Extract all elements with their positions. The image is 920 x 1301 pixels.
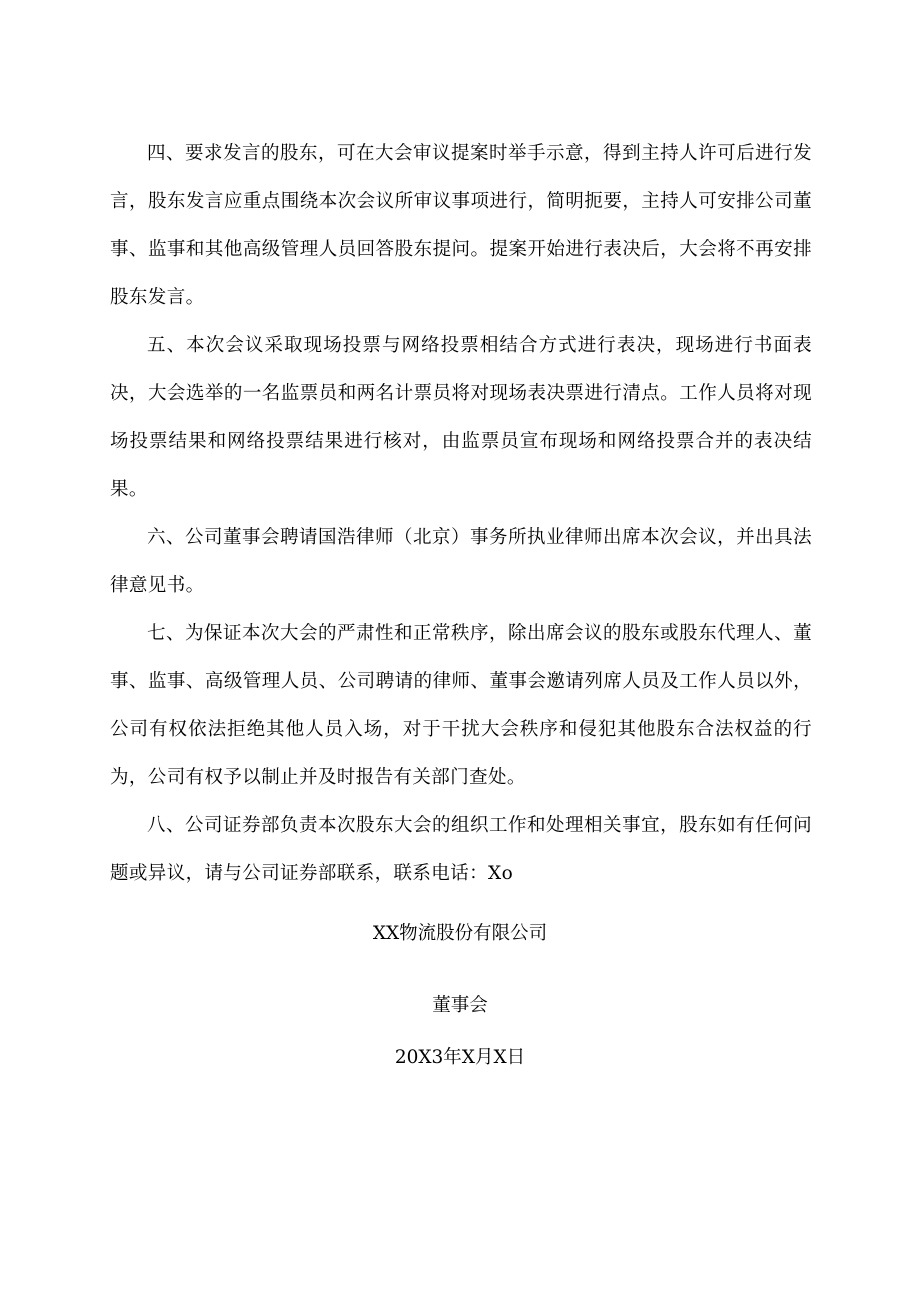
paragraph-voting-method: 五、本次会议采取现场投票与网络投票相结合方式进行表决，现场进行书面表决，大会选举的一名监票员和两名计票员将对现场表决票进行清点。工作人员将对现场投票结果和网络投票结果进行核对，由监票员宣布现场和网络投票合并的表决结果。 (110, 335, 812, 500)
paragraph-meeting-order: 七、为保证本次大会的严肃性和正常秩序，除出席会议的股东或股东代理人、董事、监事、高级管理人员、公司聘请的律师、董事会邀请列席人员及工作人员以外，公司有权依法拒绝其他人员入场，对于干扰大会秩序和侵犯其他股东合法权益的行为，公司有权予以制止并及时报告有关部门查处。 (110, 623, 812, 788)
paragraph-contact-info: 八、公司证券部负责本次股东大会的组织工作和处理相关事宜，股东如有任何问题或异议，请与公司证券部联系，联系电话：Xo (110, 815, 812, 884)
signature-board: 董事会 (432, 995, 488, 1016)
paragraph-legal-counsel: 六、公司董事会聘请国浩律师（北京）事务所执业律师出席本次会议，并出具法律意见书。 (110, 527, 812, 596)
paragraph-speaking-rules: 四、要求发言的股东，可在大会审议提案时举手示意，得到主持人许可后进行发言，股东发言应重点围绕本次会议所审议事项进行，简明扼要，主持人可安排公司董事、监事和其他高级管理人员回答股东提问。提案开始进行表决后，大会将不再安排股东发言。 (110, 143, 812, 308)
signature-date: 20X3年X月X日 (394, 1047, 526, 1068)
signature-company: XX物流股份有限公司 (372, 923, 548, 944)
